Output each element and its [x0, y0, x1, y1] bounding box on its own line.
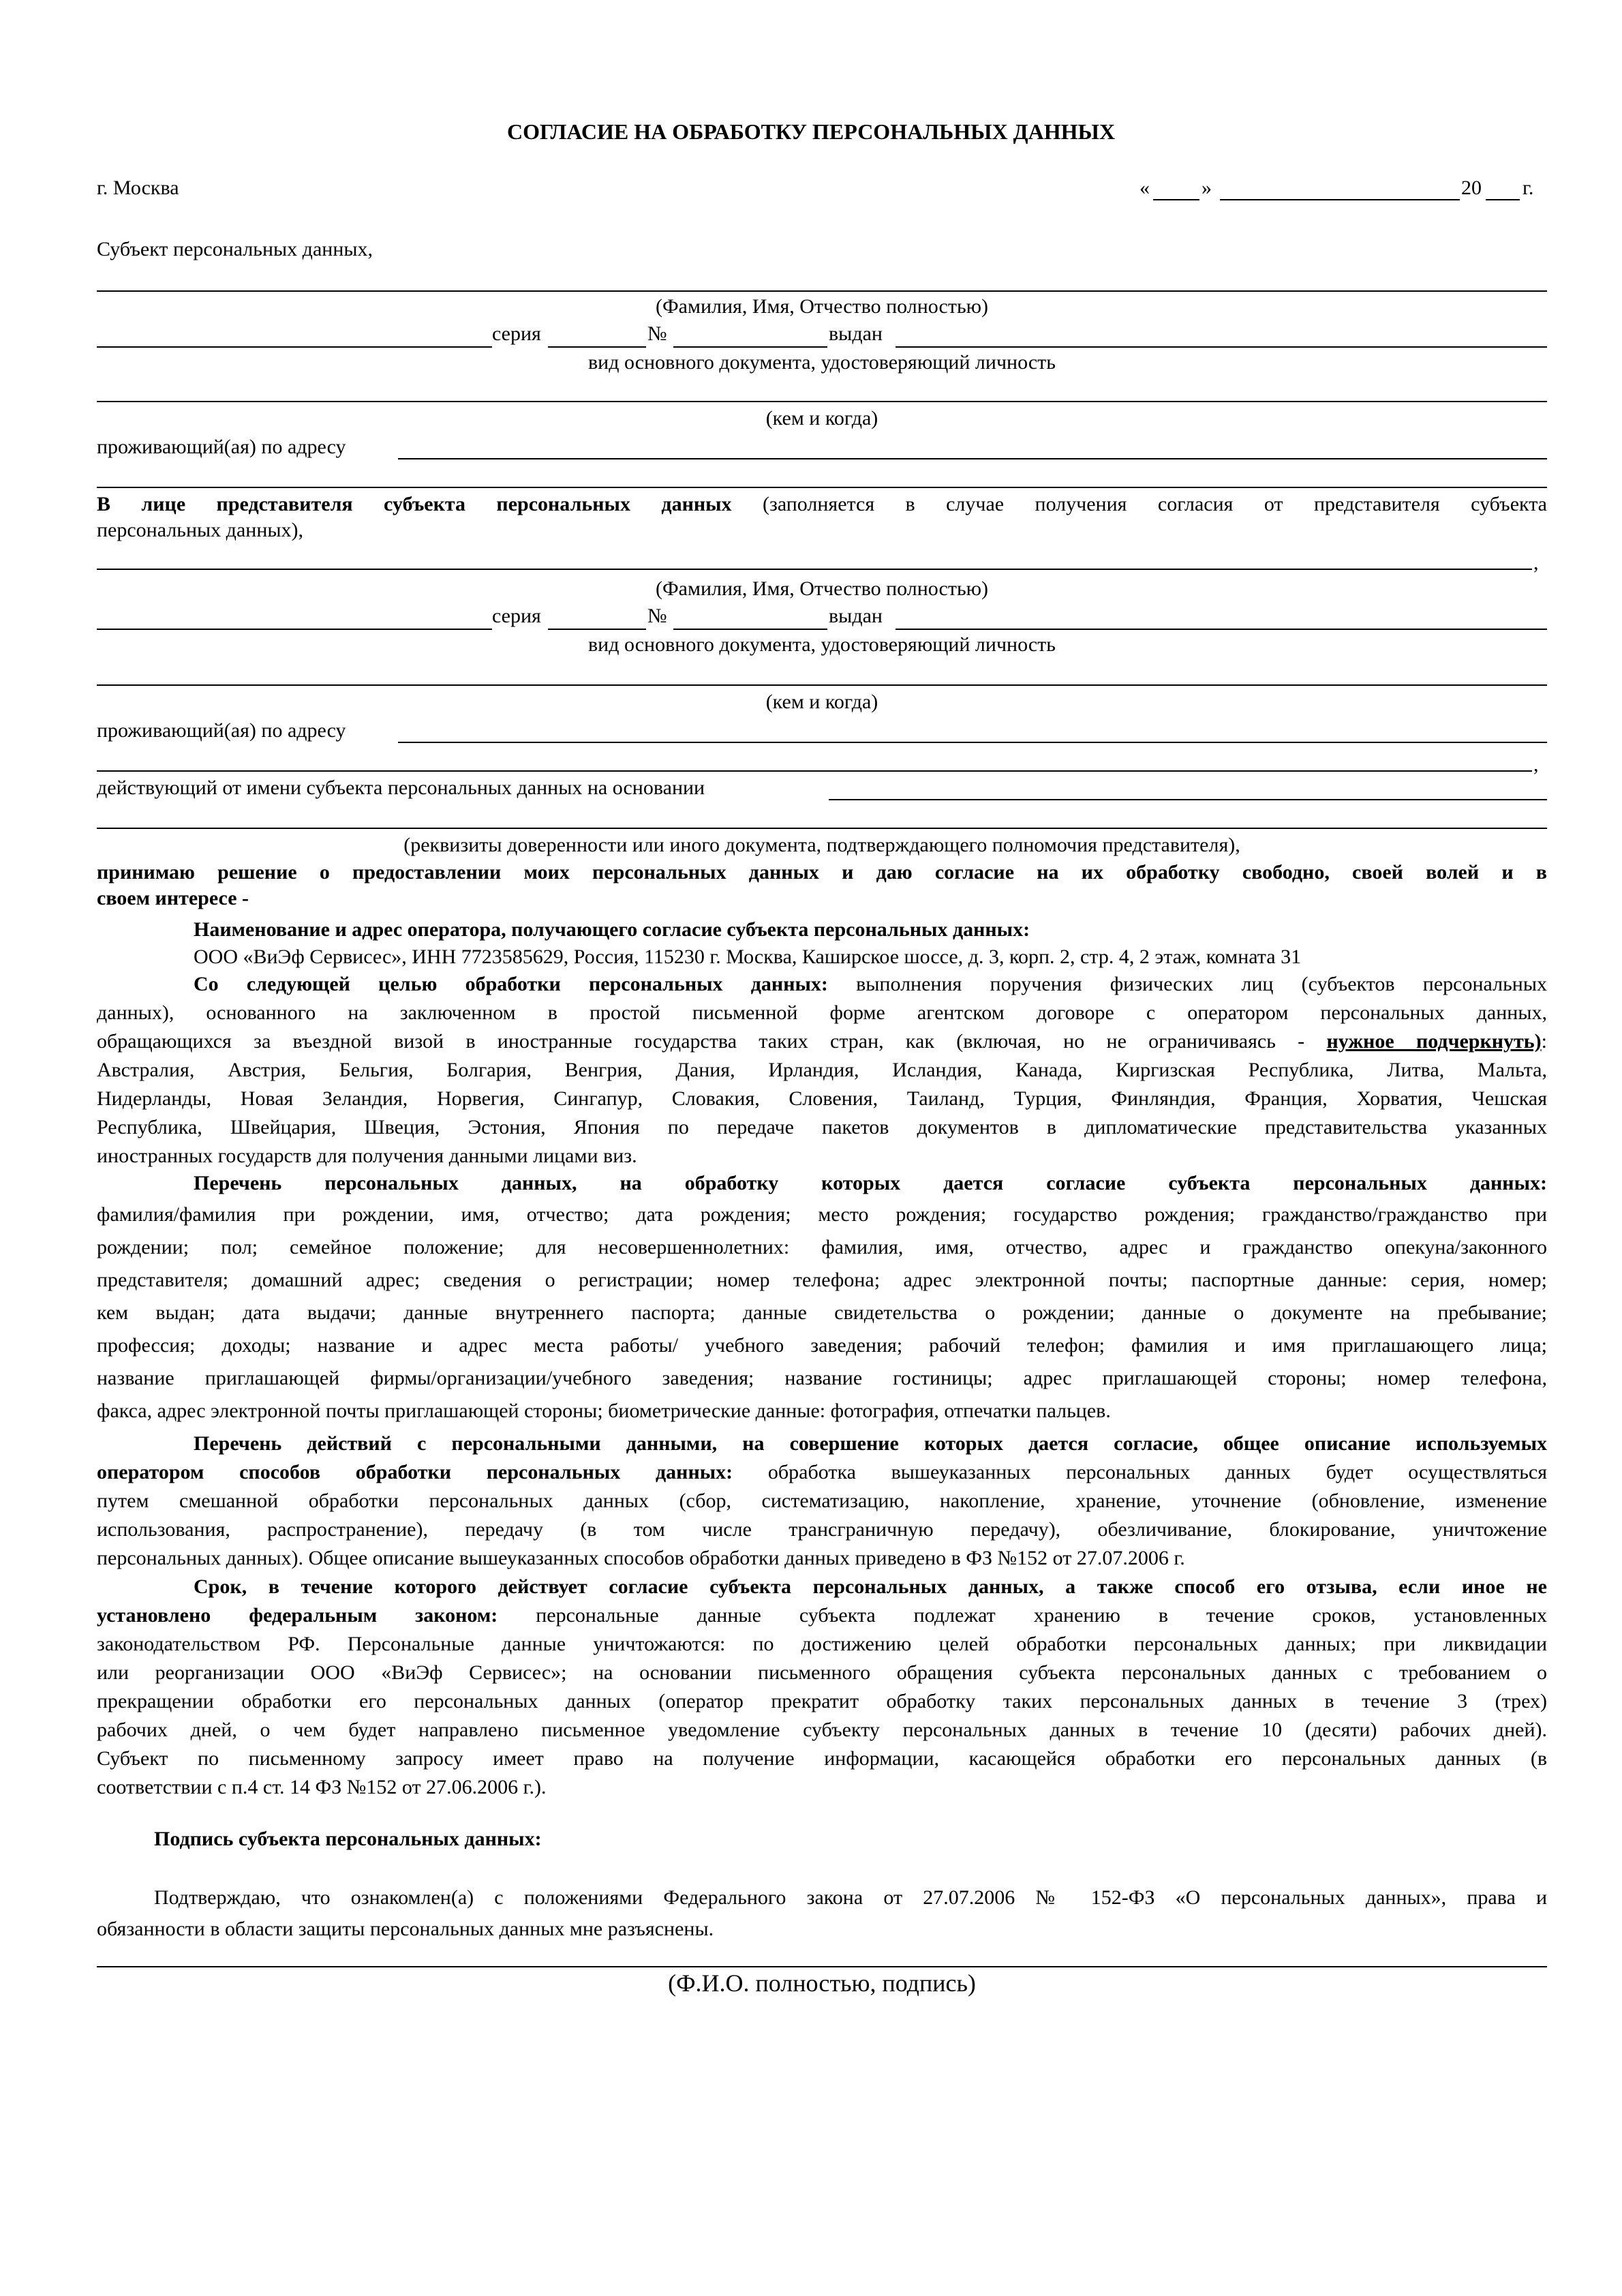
- subject-doc-type-field[interactable]: [97, 346, 492, 348]
- actions-line-2: оператором способов обработки персональных данных: обработка вышеуказанных персональных данных будет осуществляться: [97, 1461, 1547, 1483]
- purpose-line-7: иностранных государств для получения данными лицами виз.: [97, 1145, 637, 1167]
- representative-address-label: проживающий(ая) по адресу: [97, 719, 346, 742]
- actions-heading-1: Перечень действий с персональными данными, на совершение которых дается согласие, общее описание используемых: [194, 1432, 1547, 1455]
- data-list-line-4: кем выдан; дата выдачи; данные внутреннего паспорта; данные свидетельства о рождении; данные о документе на пребывание;: [97, 1301, 1547, 1324]
- purpose-line-1: Со следующей целью обработки персональных данных: выполнения поручения физических лиц (субъектов персональных: [194, 973, 1547, 995]
- label-vydan: выдан: [829, 322, 883, 345]
- actions-line-5: персональных данных). Общее описание вышеуказанных способов обработки данных приведено в ФЗ №152 от 27.07.2006 г.: [97, 1547, 1185, 1569]
- representative-seria-field[interactable]: [548, 629, 646, 630]
- date-g: г.: [1522, 177, 1534, 199]
- date-close-quote: »: [1202, 177, 1212, 199]
- purpose-line-3: обращающихся за въездной визой в иностранные государства таких стран, как (включая, но не ограничиваясь - нужное подчеркнуть):: [97, 1030, 1547, 1053]
- acting-basis-field-2[interactable]: [97, 828, 1547, 829]
- signature-caption: (Ф.И.О. полностью, подпись): [668, 1969, 976, 1997]
- data-list-line-3: представителя; домашний адрес; сведения о регистрации; номер телефона; адрес электронной почты; паспортные данные: серия, номер;: [97, 1269, 1547, 1291]
- caption-doc-2: вид основного документа, удостоверяющий личность: [588, 633, 1056, 656]
- country-list-2[interactable]: Нидерланды, Новая Зеландия, Норвегия, Сингапур, Словакия, Словения, Таиланд, Турция, Финляндия, Франция, Хорватия, Чешская: [97, 1087, 1547, 1110]
- subject-label: Субъект персональных данных,: [97, 238, 373, 260]
- decision-line-1: принимаю решение о предоставлении моих персональных данных и даю согласие на их обработку свободно, своей волей и в: [97, 861, 1547, 883]
- acting-basis-field[interactable]: [829, 799, 1547, 800]
- subject-seria-field[interactable]: [548, 346, 646, 348]
- label-seria: серия: [492, 322, 541, 345]
- caption-kem: (кем и когда): [765, 407, 878, 429]
- term-heading-1: Срок, в течение которого действует согласие субъекта персональных данных, а также способ его отзыва, если иное не: [194, 1575, 1547, 1598]
- confirm-line-2: обязанности в области защиты персональных данных мне разъяснены.: [97, 1918, 714, 1940]
- data-list-line-1: фамилия/фамилия при рождении, имя, отчество; дата рождения; место рождения; государство рождения; гражданство/гражданство при: [97, 1203, 1547, 1226]
- caption-rekv: (реквизиты доверенности или иного документа, подтверждающего полномочия представителя),: [403, 834, 1240, 856]
- term-line-4: или реорганизации ООО «ВиЭф Сервисес»; на основании письменного обращения субъекта персональных данных с требованием о: [97, 1661, 1547, 1684]
- caption-doc: вид основного документа, удостоверяющий личность: [588, 351, 1056, 374]
- data-list-heading: Перечень персональных данных, на обработку которых дается согласие субъекта персональных данных:: [194, 1172, 1547, 1194]
- date-month-field[interactable]: [1220, 199, 1460, 200]
- representative-intro: В лице представителя субъекта персональных данных (заполняется в случае получения согласия от представителя субъекта: [97, 493, 1547, 515]
- data-list-line-5: профессия; доходы; название и адрес места работы/ учебного заведения; рабочий телефон; фамилия и имя приглашающего лица;: [97, 1334, 1547, 1357]
- term-line-8: соответствии с п.4 ст. 14 ФЗ №152 от 27.06.2006 г.).: [97, 1776, 547, 1798]
- comma-2: ,: [1533, 753, 1539, 776]
- signature-field[interactable]: [97, 1966, 1547, 1967]
- date-year-prefix: 20: [1461, 177, 1482, 199]
- term-line-5: прекращении обработки его персональных данных (оператор прекратит обработку таких персональных данных в течение 3 (трех): [97, 1690, 1547, 1712]
- label-seria-2: серия: [492, 605, 541, 627]
- data-list-line-6: название приглашающей фирмы/организации/учебного заведения; название гостиницы; адрес приглашающей стороны; номер телефона,: [97, 1367, 1547, 1389]
- label-num-2: №: [647, 605, 667, 627]
- term-line-7: Субъект по письменному запросу имеет право на получение информации, касающейся обработки его персональных данных (в: [97, 1747, 1547, 1770]
- term-line-6: рабочих дней, о чем будет направлено письменное уведомление субъекту персональных данных в течение 10 (десяти) рабочих дней).: [97, 1719, 1547, 1741]
- actions-line-4: использования, распространение), передачу (в том числе трансграничную передачу), обезличивание, блокирование, уничтожение: [97, 1518, 1547, 1541]
- comma: ,: [1533, 552, 1539, 574]
- subject-address-field-2[interactable]: [97, 487, 1547, 488]
- city: г. Москва: [97, 177, 179, 199]
- representative-intro-2: персональных данных),: [97, 519, 304, 541]
- date-day-field[interactable]: [1153, 199, 1199, 200]
- date-year-field[interactable]: [1486, 199, 1520, 200]
- underline-instruction: нужное подчеркнуть): [1326, 1030, 1542, 1053]
- label-vydan-2: выдан: [829, 605, 883, 627]
- actions-line-3: путем смешанной обработки персональных данных (сбор, систематизацию, накопление, хранение, уточнение (обновление, изменение: [97, 1490, 1547, 1512]
- caption-kem-2: (кем и когда): [765, 691, 878, 713]
- data-list-line-7: факса, адрес электронной почты приглашающей стороны; биометрические данные: фотография, отпечатки пальцев.: [97, 1400, 1111, 1422]
- subject-fio-field[interactable]: [97, 290, 1547, 292]
- signature-label: Подпись субъекта персональных данных:: [154, 1828, 542, 1850]
- caption-fio-2: (Фамилия, Имя, Отчество полностью): [655, 577, 989, 600]
- subject-issued-field[interactable]: [896, 346, 1547, 348]
- representative-issued-field[interactable]: [896, 629, 1547, 630]
- subject-address-label: проживающий(ая) по адресу: [97, 436, 346, 458]
- data-list-line-2: рождении; пол; семейное положение; для несовершеннолетних: фамилия, имя, отчество, адрес и гражданство опекуна/законного: [97, 1236, 1547, 1258]
- representative-number-field[interactable]: [673, 629, 827, 630]
- term-line-3: законодательством РФ. Персональные данные уничтожаются: по достижению целей обработки персональных данных; при ликвидации: [97, 1633, 1547, 1655]
- operator-text: ООО «ВиЭф Сервисес», ИНН 7723585629, Россия, 115230 г. Москва, Каширское шоссе, д. 3, корп. 2, стр. 4, 2 этаж, комната 31: [194, 946, 1302, 968]
- country-list-1[interactable]: Австралия, Австрия, Бельгия, Болгария, Венгрия, Дания, Ирландия, Исландия, Канада, Киргизская Республика, Литва, Мальта,: [97, 1059, 1547, 1081]
- representative-address-field-2[interactable]: [97, 770, 1532, 772]
- representative-address-field[interactable]: [398, 742, 1547, 743]
- representative-fio-field[interactable]: [97, 569, 1532, 570]
- purpose-line-2: данных), основанного на заключенном в простой письменной форме агентском договоре с оператором персональных данных,: [97, 1001, 1547, 1024]
- caption-fio: (Фамилия, Имя, Отчество полностью): [655, 295, 989, 318]
- subject-number-field[interactable]: [673, 346, 827, 348]
- document-title: СОГЛАСИЕ НА ОБРАБОТКУ ПЕРСОНАЛЬНЫХ ДАННЫХ: [506, 119, 1116, 144]
- operator-heading: Наименование и адрес оператора, получающего согласие субъекта персональных данных:: [194, 918, 1030, 941]
- date-open-quote: «: [1139, 177, 1150, 199]
- decision-line-2: своем интересе -: [97, 887, 249, 909]
- representative-doc-type-field[interactable]: [97, 629, 492, 630]
- subject-issuer-field[interactable]: [97, 401, 1547, 402]
- country-list-3[interactable]: Республика, Швейцария, Швеция, Эстония, Япония по передаче пакетов документов в дипломатические представительства указанных: [97, 1116, 1547, 1138]
- label-num: №: [647, 322, 667, 345]
- term-line-2: установлено федеральным законом: персональные данные субъекта подлежат хранению в течение сроков, установленных: [97, 1604, 1547, 1627]
- acting-label: действующий от имени субъекта персональных данных на основании: [97, 776, 705, 799]
- representative-issuer-field[interactable]: [97, 684, 1547, 686]
- confirm-line-1: Подтверждаю, что ознакомлен(а) с положениями Федерального закона от 27.07.2006 № 152-ФЗ «О персональных данных», права и: [154, 1886, 1547, 1909]
- subject-address-field[interactable]: [398, 458, 1547, 459]
